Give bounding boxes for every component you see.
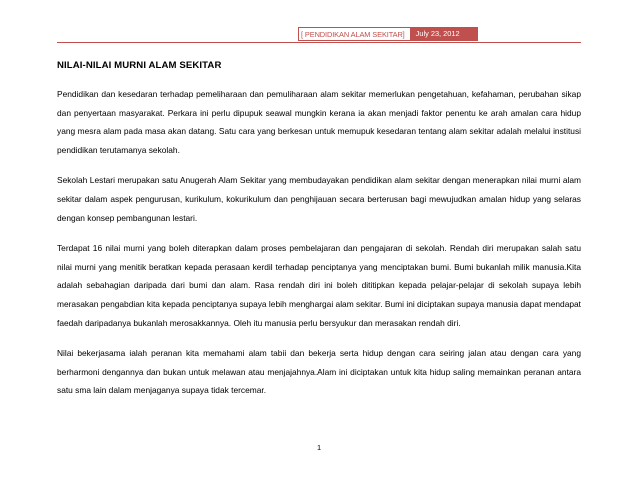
page-number: 1 (316, 443, 322, 452)
header-section-title: [ PENDIDIKAN ALAM SEKITAR] (298, 27, 410, 41)
paragraph-2: Sekolah Lestari merupakan satu Anugerah Alam Sekitar yang membudayakan pendidikan alam sekitar dengan menerapkan nilai murni alam sekitar dalam aspek pengurusan, kurikulum, kokurikulum dan penghijauan secara berterusan bagi mewujudkan amalan hidup yang selaras dengan konsep pembangunan lestari. (57, 175, 581, 223)
document-body (57, 85, 581, 412)
paragraph-3: Terdapat 16 nilai murni yang boleh diterapkan dalam proses pembelajaran dan pengajaran di sekolah. Rendah diri merupakan salah satu nilai murni yang menitik beratkan kepada perasaan kerdil terhadap penciptanya yang menciptakan bumi. Bumi bukanlah milik manusia.Kita adalah sebahagian daripada dari bumi dan alam. Rasa rendah diri ini boleh dititipkan kepada pelajar-pelajar di sekolah supaya lebih merasakan pengabdian kita kepada penciptanya supaya lebih menghargai alam sekitar. Bumi ini diciptakan supaya manusia dapat mendapat faedah daripadanya bukanlah merosakkannya. Oleh itu manusia perlu bersyukur dan merasakan rendah diri. (57, 243, 581, 328)
page-header (298, 27, 478, 41)
header-date: July 23, 2012 (410, 27, 478, 41)
paragraph-4: Nilai bekerjasama ialah peranan kita memahami alam tabii dan bekerja serta hidup dengan cara seiring jalan atau dengan cara yang berharmoni dengannya dan bukan untuk melawan atau menjajahnya.Alam ini diciptakan untuk kita hidup saling memainkan peranan antara satu sma lain dalam menjaganya supaya tidak tercemar. (57, 348, 581, 396)
paragraph-1: Pendidikan dan kesedaran terhadap pemeliharaan dan pemuliharaan alam sekitar memerlukan pengetahuan, kefahaman, perubahan sikap dan penyertaan masyarakat. Perkara ini perlu dipupuk seawal mungkin kerana ia akan menjadi faktor penentu ke arah amalan cara hidup yang mesra alam pada masa akan datang. Satu cara yang berkesan untuk memupuk kesedaran tentang alam sekitar adalah melalui institusi pendidikan terutamanya sekolah. (57, 89, 581, 155)
header-rule (57, 42, 581, 43)
document-title: NILAI-NILAI MURNI ALAM SEKITAR (57, 60, 222, 71)
